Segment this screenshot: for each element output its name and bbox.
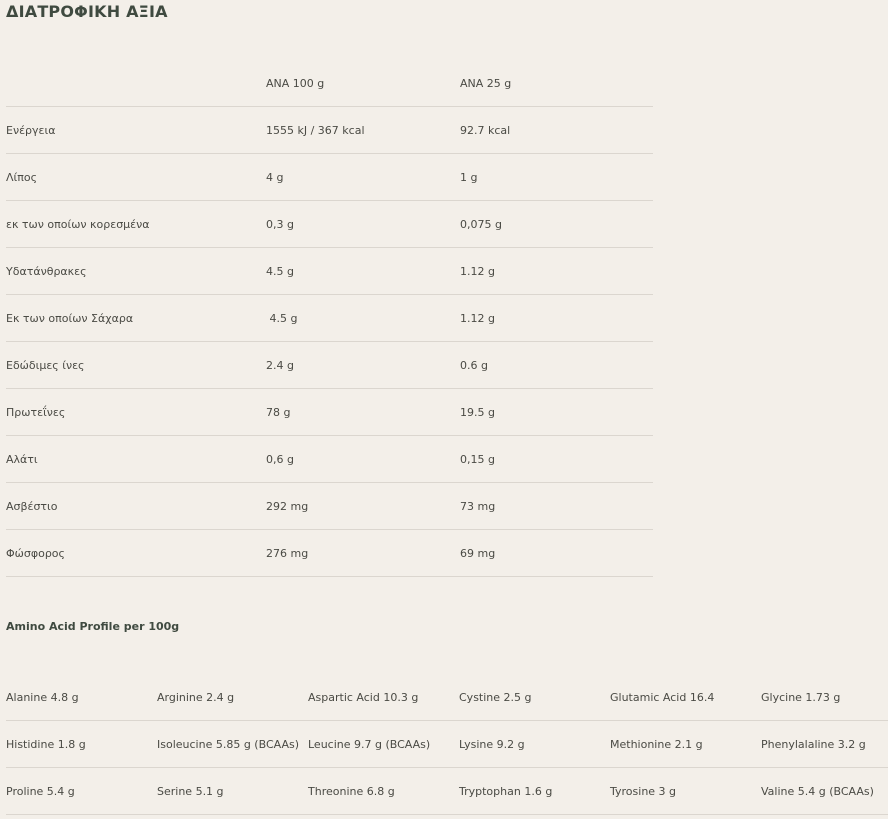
amino-acid-cell: Proline 5.4 g — [6, 768, 157, 815]
nutrient-value-25g: 1.12 g — [460, 248, 653, 295]
amino-acid-table — [6, 674, 888, 815]
nutrient-name: εκ των οποίων κορεσμένα — [6, 201, 266, 248]
amino-acid-cell: Alanine 4.8 g — [6, 674, 157, 721]
nutrient-value-25g: 19.5 g — [460, 389, 653, 436]
nutrient-value-25g: 0,15 g — [460, 436, 653, 483]
table-row — [6, 201, 653, 248]
amino-acid-cell: Threonine 6.8 g — [308, 768, 459, 815]
table-row — [6, 436, 653, 483]
table-row — [6, 721, 888, 768]
nutrient-name: Λίπος — [6, 154, 266, 201]
nutrient-value-25g: 0.6 g — [460, 342, 653, 389]
table-row — [6, 674, 888, 721]
amino-acid-cell: Aspartic Acid 10.3 g — [308, 674, 459, 721]
table-row — [6, 107, 653, 154]
table-row — [6, 530, 653, 577]
nutrient-name: Φώσφορος — [6, 530, 266, 577]
amino-acid-cell: Leucine 9.7 g (BCAAs) — [308, 721, 459, 768]
amino-acid-cell: Cystine 2.5 g — [459, 674, 610, 721]
nutrient-value-100g: 276 mg — [266, 530, 460, 577]
nutrient-name: Υδατάνθρακες — [6, 248, 266, 295]
nutrient-value-25g: 73 mg — [460, 483, 653, 530]
amino-acid-cell: Methionine 2.1 g — [610, 721, 761, 768]
table-row — [6, 154, 653, 201]
nutrient-name: Πρωτεΐνες — [6, 389, 266, 436]
nutrient-name: Αλάτι — [6, 436, 266, 483]
amino-acid-cell: Histidine 1.8 g — [6, 721, 157, 768]
nutrient-value-100g: 0,6 g — [266, 436, 460, 483]
nutrient-value-100g: 1555 kJ / 367 kcal — [266, 107, 460, 154]
nutrition-header-per-25g: ΑΝΑ 25 g — [460, 61, 653, 107]
nutrient-value-25g: 92.7 kcal — [460, 107, 653, 154]
nutrient-value-100g: 2.4 g — [266, 342, 460, 389]
nutrient-name: Εκ των οποίων Σάχαρα — [6, 295, 266, 342]
amino-acid-cell: Isoleucine 5.85 g (BCAAs) — [157, 721, 308, 768]
amino-acid-cell: Tyrosine 3 g — [610, 768, 761, 815]
table-row — [6, 342, 653, 389]
amino-acid-cell: Glutamic Acid 16.4 — [610, 674, 761, 721]
nutrient-value-100g: 4 g — [266, 154, 460, 201]
table-row — [6, 389, 653, 436]
nutrient-value-100g: 78 g — [266, 389, 460, 436]
nutrient-value-100g: 292 mg — [266, 483, 460, 530]
table-row — [6, 295, 653, 342]
nutrient-value-25g: 1.12 g — [460, 295, 653, 342]
nutrient-value-100g: 0,3 g — [266, 201, 460, 248]
table-row — [6, 768, 888, 815]
amino-acid-cell: Arginine 2.4 g — [157, 674, 308, 721]
nutrition-header-row — [6, 61, 653, 107]
nutrition-header-name — [6, 61, 266, 107]
amino-acid-cell: Serine 5.1 g — [157, 768, 308, 815]
nutrition-header-per-100g: ΑΝΑ 100 g — [266, 61, 460, 107]
page-title: ΔΙΑΤΡΟΦΙΚΗ ΑΞΙΑ — [6, 2, 168, 21]
nutrient-name: Ενέργεια — [6, 107, 266, 154]
amino-acid-cell: Glycine 1.73 g — [761, 674, 888, 721]
nutrient-name: Ασβέστιο — [6, 483, 266, 530]
amino-acid-cell: Tryptophan 1.6 g — [459, 768, 610, 815]
nutrient-value-25g: 69 mg — [460, 530, 653, 577]
nutrient-value-100g: 4.5 g — [266, 295, 460, 342]
nutrition-table — [6, 61, 653, 577]
amino-acid-cell: Phenylalaline 3.2 g — [761, 721, 888, 768]
table-row — [6, 248, 653, 295]
nutrient-name: Εδώδιμες ίνες — [6, 342, 266, 389]
nutrient-value-25g: 0,075 g — [460, 201, 653, 248]
amino-acid-title: Amino Acid Profile per 100g — [6, 620, 180, 633]
amino-acid-cell: Valine 5.4 g (BCAAs) — [761, 768, 888, 815]
amino-acid-cell: Lysine 9.2 g — [459, 721, 610, 768]
nutrient-value-100g: 4.5 g — [266, 248, 460, 295]
table-row — [6, 483, 653, 530]
nutrient-value-25g: 1 g — [460, 154, 653, 201]
